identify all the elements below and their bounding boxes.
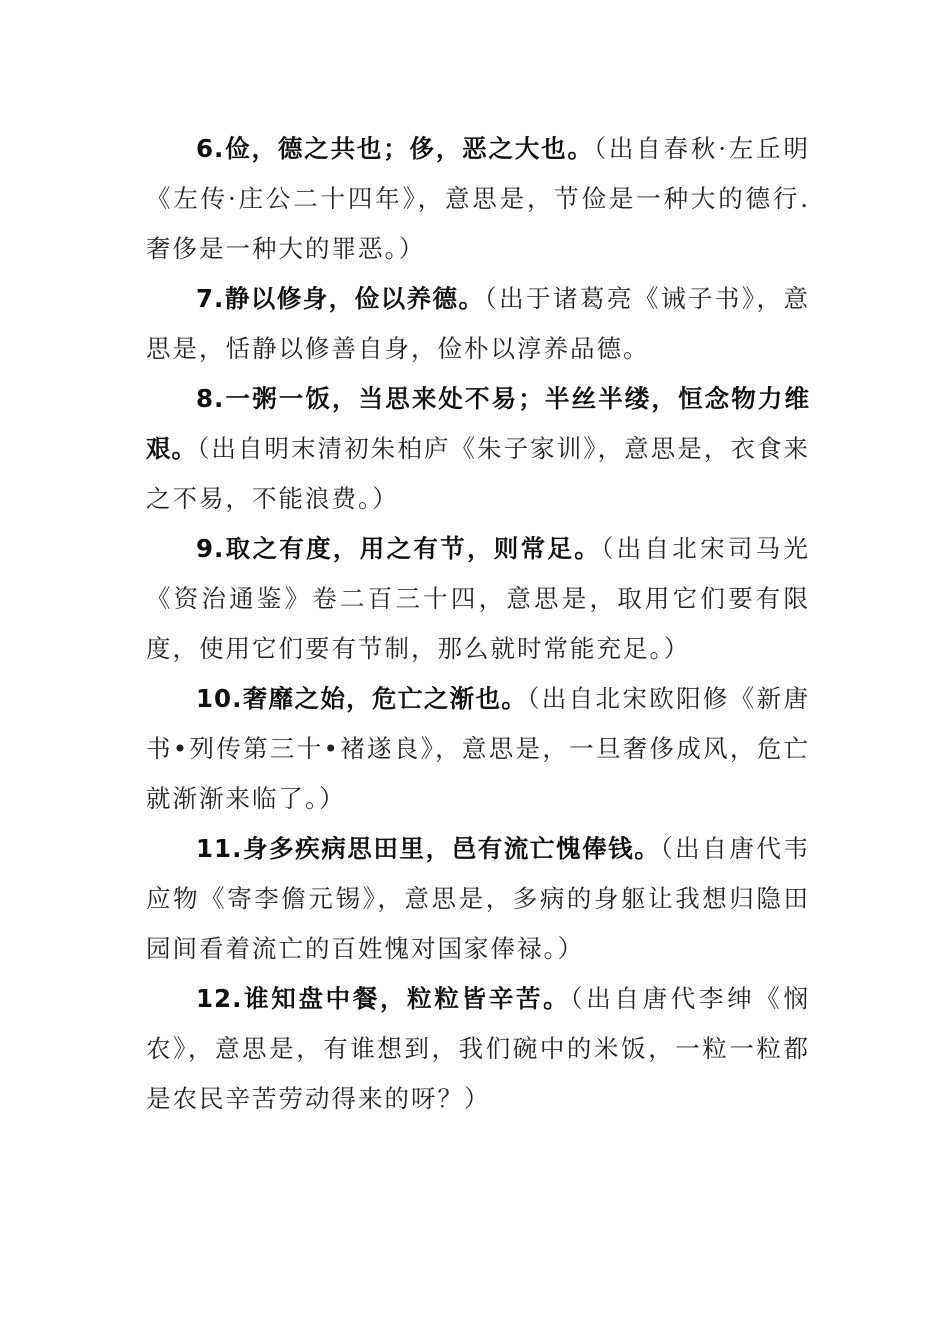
quote-entry-6: [146, 124, 810, 274]
quote-explanation: （出于诸葛亮《诫子书》，意思是，恬静以修善自身，俭朴以淳养品德。: [146, 284, 811, 363]
quote-entry-12: [146, 974, 810, 1124]
quote-explanation: （出自北宋司马光《资治通鉴》卷二百三十四，意思是，取用它们要有限度，使用它们要有节制，那么就时常能充足。）: [146, 534, 811, 663]
quote-entry-11: [146, 824, 810, 974]
quote-text: 9.取之有度，用之有节，则常足。: [196, 534, 602, 563]
quote-explanation: （出自唐代韦应物《寄李儋元锡》，意思是，多病的身躯让我想归隐田园间看着流亡的百姓愧对国家俸禄。）: [146, 834, 810, 963]
quotes-list: [146, 124, 810, 1124]
quote-text: 12.谁知盘中餐，粒粒皆辛苦。: [196, 984, 571, 1013]
quote-text: 6.俭，德之共也；侈，恶之大也。: [196, 134, 594, 163]
quote-explanation: （出自唐代李绅《悯农》，意思是，有谁想到，我们碗中的米饭，一粒一粒都是农民辛苦劳动得来的呀？）: [146, 984, 810, 1113]
quote-explanation: （出自北宋欧阳修《新唐书•列传第三十•褚遂良》，意思是，一旦奢侈成风，危亡就渐渐来临了。）: [146, 684, 811, 813]
quote-text: 11.身多疾病思田里，邑有流亡愧俸钱。: [196, 834, 661, 863]
quote-text: 10.奢靡之始，危亡之渐也。: [196, 684, 528, 713]
quote-entry-9: [146, 524, 810, 674]
quote-entry-8: [146, 374, 810, 524]
quote-text: 7.静以修身，俭以养德。: [196, 284, 485, 313]
quote-text: 8.一粥一饭，当思来处不易；半丝半缕，恒念物力维艰。: [146, 384, 810, 463]
quote-entry-7: [146, 274, 810, 374]
quote-explanation: （出自春秋·左丘明《左传·庄公二十四年》，意思是，节俭是一种大的德行.奢侈是一种大的罪恶。）: [146, 134, 810, 263]
quote-explanation: （出自明末清初朱柏庐《朱子家训》，意思是，衣食来之不易，不能浪费。）: [146, 434, 811, 513]
quote-entry-10: [146, 674, 810, 824]
